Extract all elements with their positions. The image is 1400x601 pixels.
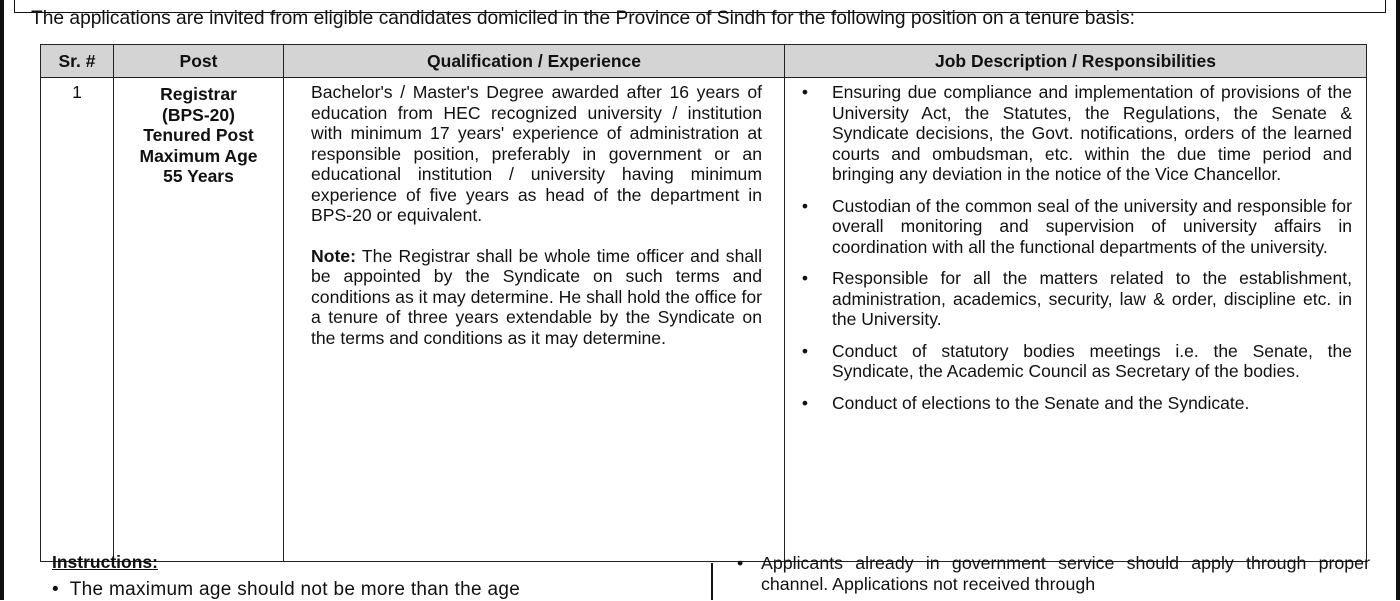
post-title: Registrar [160,84,237,104]
list-item [795,268,1352,330]
list-item [795,341,1352,382]
bullet-icon: • [52,579,59,600]
responsibility-text: Responsible for all the matters related to the establishment, administration, academics, security, law & order, discipline etc. in the University. [832,268,1352,329]
responsibility-text: Custodian of the common seal of the university and responsible for overall monitoring and supervision of university affairs in coordination with all the functional departments of the university. [832,195,1352,257]
cell-sr: 1 [41,78,114,562]
note-paragraph [311,246,762,349]
responsibility-text: Conduct of elections to the Senate and the Syndicate. [832,392,1250,413]
header-qualification: Qualification / Experience [284,45,785,78]
intro-text: The applications are invited from eligible candidates domiciled in the Province of Sindh for the following position on a tenure basis: [31,8,1135,29]
instructions-title: Instructions: [52,552,158,572]
cell-qualification [284,78,785,562]
instruction-text: Applicants already in government service should apply through proper channel. Applications not received through [761,553,1370,594]
header-sr: Sr. # [41,45,114,78]
list-item [795,82,1352,185]
instruction-text: The maximum age should not be more than the age [69,579,521,600]
header-job-description: Job Description / Responsibilities [785,45,1367,78]
note-text: The Registrar shall be whole time officer and shall be appointed by the Syndicate on such terms and conditions as it may determine. He shall hold the office for a tenure of three years extendable by the Syndicate on the terms and conditions as it may determine. [311,245,762,348]
responsibility-text: Conduct of statutory bodies meetings i.e. the Senate, the Syndicate, the Academic Council as Secretary of the bodies. [832,340,1352,381]
bullet-icon: • [801,340,809,361]
bullet-icon: • [801,392,809,413]
bullet-icon: • [801,268,809,288]
post-age-value: 55 Years [163,166,234,186]
table-row [41,78,1367,562]
position-table [40,44,1367,562]
table-header-row [41,45,1367,78]
instruction-item-left [52,579,702,601]
post-age-label: Maximum Age [139,145,258,166]
column-divider [711,563,713,600]
cell-post [114,78,284,562]
qualification-text: Bachelor's / Master's Degree awarded after 16 years of education from HEC recognized university / institution with minimum 17 years' experience of administration at responsible position, preferably in government or an educational institution / university having minimum experience of five years as head of the department in BPS-20 or equivalent. [311,82,762,225]
bullet-icon: • [737,553,744,573]
responsibility-text: Ensuring due compliance and implementation of provisions of the University Act, the Statutes, the Regulations, the Senate & Syndicate decisions, the Govt. notifications, orders of the learned courts and ombudsman, etc. within the due time period and bringing any deviation in the notice of the Vice Chancellor. [832,82,1352,184]
header-post: Post [114,45,284,78]
bullet-icon: • [801,195,809,216]
list-item [795,196,1352,258]
post-type: Tenured Post [143,125,254,145]
cell-responsibilities [785,78,1367,562]
bullet-icon: • [801,82,809,102]
instruction-item-right [737,553,1370,595]
note-label: Note: [311,245,356,266]
post-grade: (BPS-20) [162,104,235,125]
responsibilities-list [795,82,1352,413]
list-item [795,393,1352,414]
